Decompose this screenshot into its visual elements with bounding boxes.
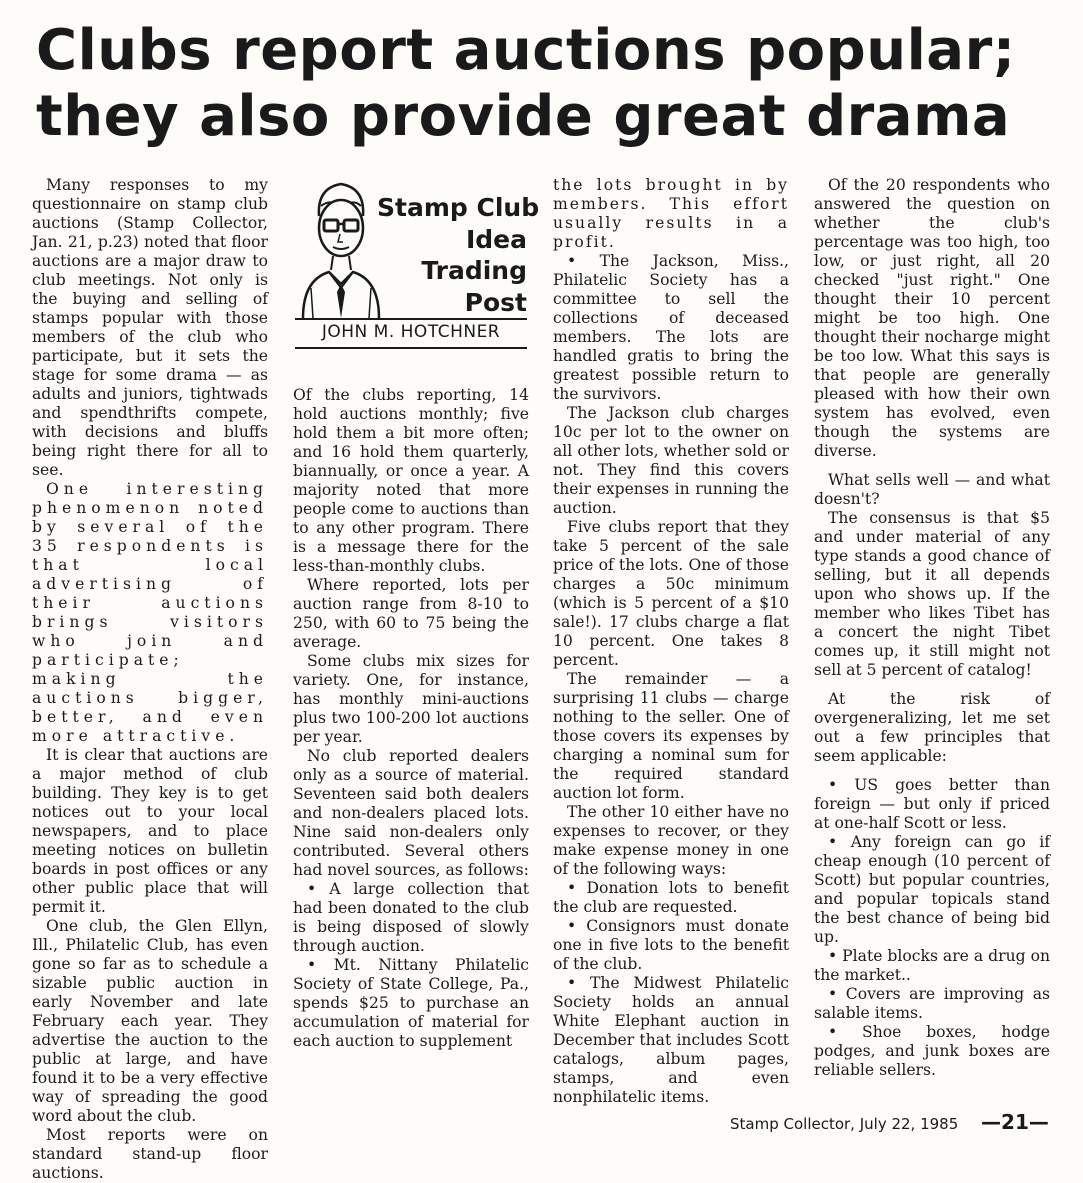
paragraph: The other 10 either have no expenses to recover, or they make expense money in one of the following ways: — [553, 803, 789, 878]
article-column-4 — [814, 176, 1050, 1080]
bullet-item: • Shoe boxes, hodge podges, and junk boxes are reliable sellers. — [814, 1023, 1050, 1079]
columnist-portrait-icon — [299, 176, 383, 318]
article-column-2 — [293, 386, 529, 1051]
divider — [295, 347, 527, 349]
publication-info: Stamp Collector, July 22, 1985 — [730, 1115, 959, 1133]
paragraph: Many responses to my questionnaire on stamp club auctions (Stamp Collector, Jan. 21, p.23) noted that floor auctions are a major draw to club meetings. Not only is the buying and selling of stamps popular with those members of the club who participate, but it sets the stage for some drama — as adults and juniors, tightwads and spendthrifts compete, with decisions and bluffs being right there for all to see. — [32, 176, 268, 479]
bullet-item: • Plate blocks are a drug on the market.. — [814, 947, 1050, 984]
paragraph: Where reported, lots per auction range from 8-10 to 250, with 60 to 75 being the average. — [293, 576, 529, 651]
column-title-line: Idea — [465, 224, 527, 254]
article-column-3 — [553, 176, 789, 1107]
paragraph: Of the 20 respondents who answered the question on whether the club's percentage was too high, too low, or just right, all 20 checked "just right." One thought their 10 percent might be too high. One thought their nocharge might be too low. What this says is that people are generally pleased with how their own system has evolved, even though the systems are diverse. — [814, 176, 1050, 460]
paragraph: Most reports were on standard stand-up floor auctions. — [32, 1126, 268, 1182]
headline-line-1: Clubs report auctions popular; — [36, 18, 1016, 83]
bullet-item: • A large collection that had been donated to the club is being disposed of slowly through auction. — [293, 880, 529, 955]
bullet-item: • The Midwest Philatelic Society holds an annual White Elephant auction in December that includes Scott catalogs, album pages, stamps, and even nonphilatelic items. — [553, 974, 789, 1106]
bullet-item: • Any foreign can go if cheap enough (10 percent of Scott) but popular countries, and popular topicals stand the best chance of being bid up. — [814, 833, 1050, 946]
bullet-item: • Consignors must donate one in five lots to the benefit of the club. — [553, 917, 789, 973]
page-footer — [730, 1110, 1049, 1134]
bullet-item: • Donation lots to benefit the club are requested. — [553, 879, 789, 916]
column-logo — [293, 176, 540, 352]
divider — [295, 318, 527, 320]
column-title-line: Post — [464, 287, 527, 317]
bullet-item: • US goes better than foreign — but only if priced at one-half Scott or less. — [814, 776, 1050, 832]
paragraph: The Jackson club charges 10c per lot to the owner on all other lots, whether sold or not. They find this covers their expenses in running the auction. — [553, 404, 789, 517]
paragraph: No club reported dealers only as a source of material. Seventeen said both dealers and non-dealers placed lots. Nine said non-dealers only contributed. Several others had novel sources, as follows: — [293, 747, 529, 879]
bullet-item: • The Jackson, Miss., Philatelic Society has a committee to sell the collections of deceased members. The lots are handled gratis to bring the greatest possible return to the survivors. — [553, 252, 789, 403]
article-column-1 — [32, 176, 268, 1183]
paragraph: It is clear that auctions are a major method of club building. They key is to get notices out to your local newspapers, and to place meeting notices on bulletin boards in post offices or any other public place that will permit it. — [32, 746, 268, 916]
column-title — [377, 192, 540, 318]
bullet-item: • Covers are improving as salable items. — [814, 985, 1050, 1022]
paragraph: One interesting phenomenon noted by several of the 35 respondents is that local advertising of their auctions brings visitors who join and participate; making the auctions bigger, better, and even more attractive. — [32, 480, 268, 745]
paragraph: Of the clubs reporting, 14 hold auctions monthly; five hold them a bit more often; and 16 hold them quarterly, biannually, or once a year. A majority noted that more people come to auctions than to any other program. There is a message there for the less-than-monthly clubs. — [293, 386, 529, 575]
paragraph: the lots brought in by members. This effort usually results in a profit. — [553, 176, 789, 251]
author-byline: JOHN M. HOTCHNER — [321, 322, 501, 342]
bullet-item: • Mt. Nittany Philatelic Society of State College, Pa., spends $25 to purchase an accumulation of material for each auction to supplement — [293, 956, 529, 1050]
paragraph: The consensus is that $5 and under material of any type stands a good chance of selling, but it all depends upon who shows up. If the member who likes Tibet has a concert the night Tibet comes up, it still might not sell at 5 percent of catalog! — [814, 509, 1050, 679]
column-title-line: Trading — [421, 256, 527, 285]
paragraph: The remainder — a surprising 11 clubs — charge nothing to the seller. One of those covers its expenses by charging a nominal sum for the required standard auction lot form. — [553, 670, 789, 802]
headline — [36, 18, 1046, 150]
paragraph: Some clubs mix sizes for variety. One, for instance, has monthly mini-auctions plus two 100-200 lot auctions per year. — [293, 652, 529, 746]
page-number: —21— — [981, 1110, 1049, 1134]
paragraph: Five clubs report that they take 5 percent of the sale price of the lots. One of those charges a 50c minimum (which is 5 percent of a $10 sale!). 17 clubs charge a flat 10 percent. One takes 8 percent. — [553, 518, 789, 669]
subhead: What sells well — and what doesn't? — [814, 471, 1050, 508]
column-title-line: Stamp Club — [377, 193, 540, 222]
paragraph: At the risk of overgeneralizing, let me set out a few principles that seem applicable: — [814, 690, 1050, 765]
paragraph: One club, the Glen Ellyn, Ill., Philatelic Club, has even gone so far as to schedule a sizable public auction in early November and late February each year. They advertise the auction to the public at large, and have found it to be a very effective way of spreading the good word about the club. — [32, 917, 268, 1125]
headline-line-2: they also provide great drama — [36, 84, 1011, 149]
